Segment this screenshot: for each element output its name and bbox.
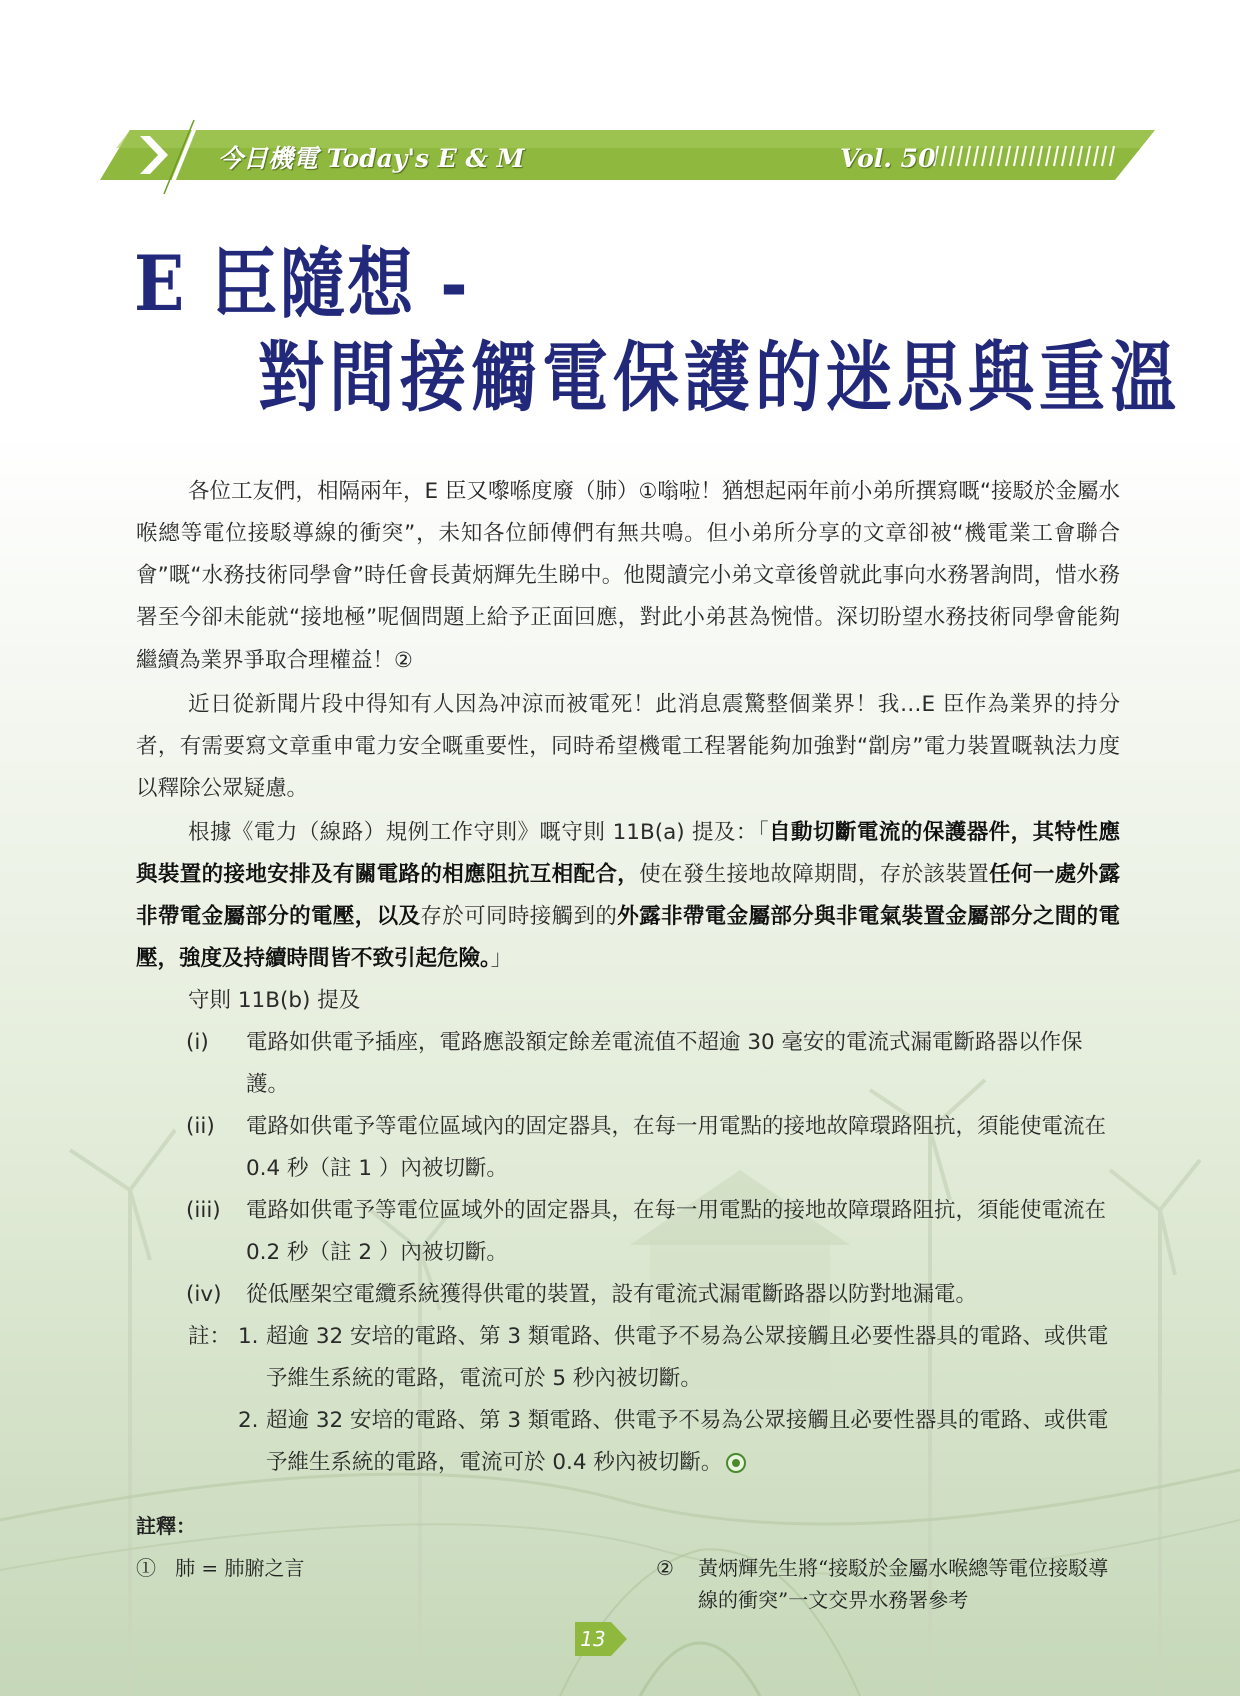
- note-item: 2. 超逾 32 安培的電路、第 3 類電路、供電予不易為公眾接觸且必要性器具的電路、或供電予維生系統的電路，電流可於 0.4 秒內被切斷。: [238, 1408, 1109, 1475]
- quoted-rule-text: 自動切斷電流的保護器件，其特性應與裝置的接地安排及有關電路的相應阻抗互相配合，: [136, 820, 1120, 887]
- paragraph-1: 各位工友們，相隔兩年，E 臣又嚟喺度廢（肺）①嗡啦！猶想起兩年前小弟所撰寫嘅“接駁於金屬水喉總等電位接駁導線的衝突”，未知各位師傅們有無共鳴。但小弟所分享的文章卻被“機電業工會聯合會”嘅“水務技術同學會”時任會長黃炳輝先生睇中。他閱讀完小弟文章後曾就此事向水務署詢問，惜水務署至今卻未能就“接地極”呢個問題上給予正面回應，對此小弟甚為惋惜。深切盼望水務技術同學會能夠繼續為業界爭取合理權益！②: [136, 479, 1120, 673]
- article-body: [136, 470, 1120, 1484]
- article-title-line2: 對間接觸電保護的迷思與重溫: [258, 332, 1181, 423]
- rule-list-item: (i) 電路如供電予插座，電路應設額定餘差電流值不超逾 30 毫安的電流式漏電斷路器以作保護。: [186, 1030, 1083, 1097]
- page-number-arrow-icon: [611, 1622, 627, 1656]
- paragraph-2: 近日從新聞片段中得知有人因為冲涼而被電死！此消息震驚整個業界！我…E 臣作為業界的持分者，有需要寫文章重申電力安全嘅重要性，同時希望機電工程署能夠加強對“劏房”電力裝置嘅執法力度以釋除公眾疑慮。: [136, 692, 1120, 801]
- footnotes-heading: 註釋：: [136, 1514, 196, 1538]
- volume-label: Vol. 50: [840, 144, 936, 173]
- page-number: 13: [575, 1622, 611, 1656]
- footnote-1: ① 肺 = 肺腑之言: [136, 1556, 305, 1580]
- magazine-title: 今日機電 Today's E & M: [218, 144, 525, 173]
- rule-list-item: (iii) 電路如供電予等電位區域外的固定器具，在每一用電點的接地故障環路阻抗，須能使電流在 0.2 秒（註 2 ）內被切斷。: [186, 1198, 1107, 1265]
- footnote-ref-1: ①: [638, 479, 658, 503]
- rule-list-item: (iv) 從低壓架空電纜系統獲得供電的裝置，設有電流式漏電斷路器以防對地漏電。: [186, 1282, 978, 1307]
- footnote-2: ② 黃炳輝先生將“接駁於金屬水喉總等電位接駁導線的衝突”一文交畀水務署參考: [656, 1556, 1109, 1612]
- rule-list-item: (ii) 電路如供電予等電位區域內的固定器具，在每一用電點的接地故障環路阻抗，須能使電流在 0.4 秒（註 1 ）內被切斷。: [186, 1114, 1107, 1181]
- note-item: 註： 1. 超逾 32 安培的電路、第 3 類電路、供電予不易為公眾接觸且必要性器具的電路、或供電予維生系統的電路，電流可於 5 秒內被切斷。: [188, 1324, 1109, 1391]
- header-banner: [0, 112, 1240, 202]
- footnote-ref-2: ②: [394, 648, 413, 672]
- end-of-article-icon: [726, 1453, 746, 1473]
- article-title-line1: E 臣隨想 -: [134, 238, 470, 329]
- rule-intro: 守則 11B(b) 提及: [188, 988, 361, 1013]
- paragraph-3: 根據《電力（線路）規例工作守則》嘅守則 11B(a) 提及：「自動切斷電流的保護器件，其特性應與裝置的接地安排及有關電路的相應阻抗互相配合，使在發生接地故障期間，存於該裝置任何一處外露非帶電金屬部分的電壓，以及存於可同時接觸到的外露非帶電金屬部分與非電氣裝置金屬部分之間的電壓，強度及持續時間皆不致引起危險。」: [136, 820, 1120, 971]
